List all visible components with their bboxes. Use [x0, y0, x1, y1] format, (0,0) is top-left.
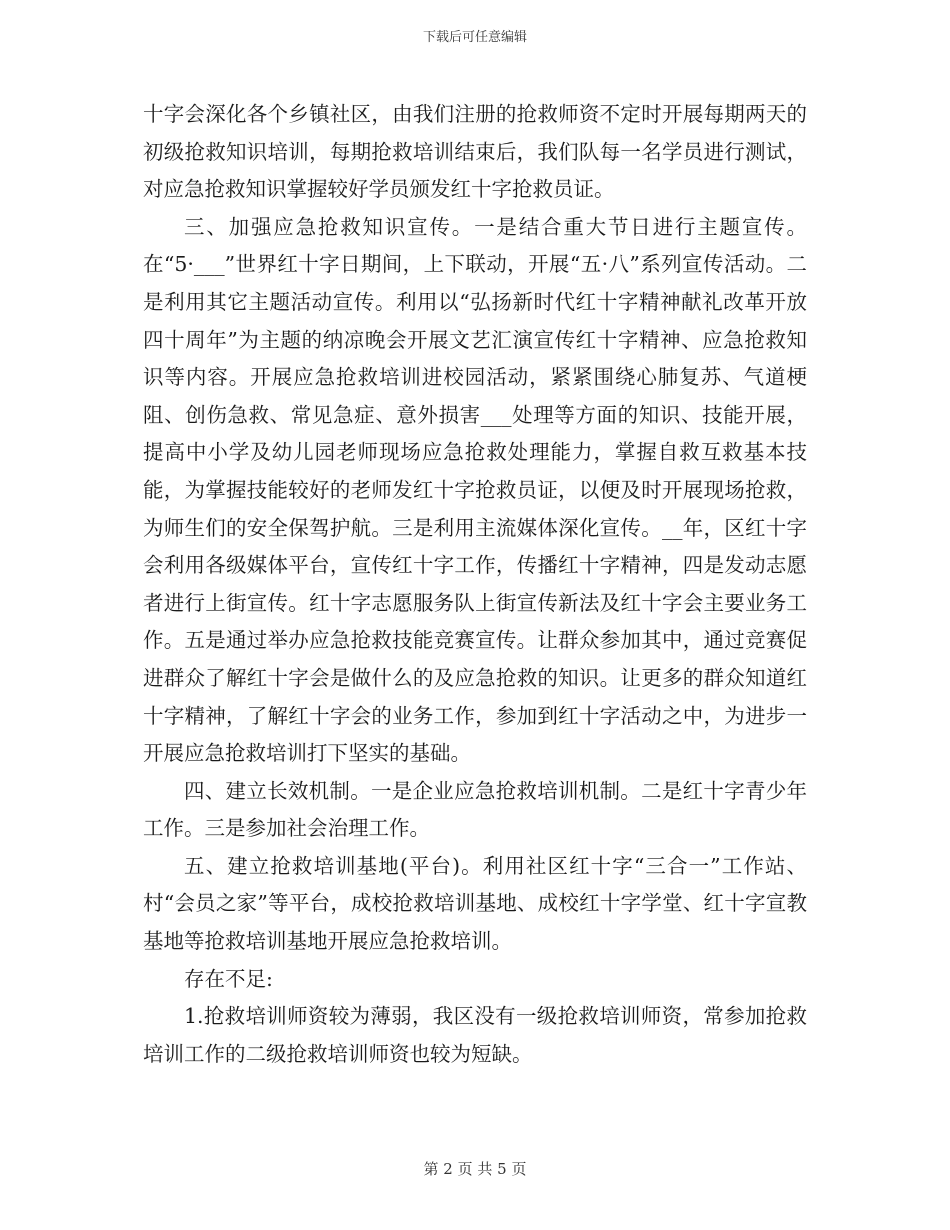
- paragraph-section-five: 五、建立抢救培训基地(平台)。利用社区红十字“三合一”工作站、村“会员之家”等平台，成校抢救培训基地、成校红十字学堂、红十字宣教基地等抢救培训基地开展应急抢救培训。: [143, 853, 807, 954]
- document-body: [143, 96, 807, 1073]
- paragraph-section-three: 三、加强应急抢救知识宣传。一是结合重大节日进行主题宣传。在“5·___”世界红十字日期间，上下联动，开展“五·八”系列宣传活动。二是利用其它主题活动宣传。利用以“弘扬新时代红十字精神献礼改革开放四十周年”为主题的纳凉晚会开展文艺汇演宣传红十字精神、应急抢救知识等内容。开展应急抢救培训进校园活动，紧紧围绕心肺复苏、气道梗阻、创伤急救、常见急症、意外损害___处理等方面的知识、技能开展，提高中小学及幼儿园老师现场应急抢救处理能力，掌握自救互救基本技能，为掌握技能较好的老师发红十字抢救员证，以便及时开展现场抢救，为师生们的安全保驾护航。三是利用主流媒体深化宣传。__年，区红十字会利用各级媒体平台，宣传红十字工作，传播红十字精神，四是发动志愿者进行上街宣传。红十字志愿服务队上街宣传新法及红十字会主要业务工作。五是通过举办应急抢救技能竞赛宣传。让群众参加其中，通过竞赛促进群众了解红十字会是做什么的及应急抢救的知识。让更多的群众知道红十字精神，了解红十字会的业务工作，参加到红十字活动之中，为进步一开展应急抢救培训打下坚实的基础。: [143, 214, 807, 766]
- page-number: 第 2 页 共 5 页: [423, 1160, 527, 1178]
- page-header-note: 下载后可任意编辑: [422, 30, 527, 45]
- paragraph-section-four: 四、建立长效机制。一是企业应急抢救培训机制。二是红十字青少年工作。三是参加社会治理工作。: [143, 778, 807, 841]
- paragraph-continued: 十字会深化各个乡镇社区，由我们注册的抢救师资不定时开展每期两天的初级抢救知识培训，每期抢救培训结束后，我们队每一名学员进行测试，对应急抢救知识掌握较好学员颁发红十字抢救员证。: [143, 102, 807, 202]
- paragraph-shortcomings-heading: 存在不足:: [184, 966, 273, 991]
- paragraph-shortcoming-one: 1.抢救培训师资较为薄弱，我区没有一级抢救培训师资，常参加抢救培训工作的二级抢救培训师资也较为短缺。: [143, 1004, 807, 1066]
